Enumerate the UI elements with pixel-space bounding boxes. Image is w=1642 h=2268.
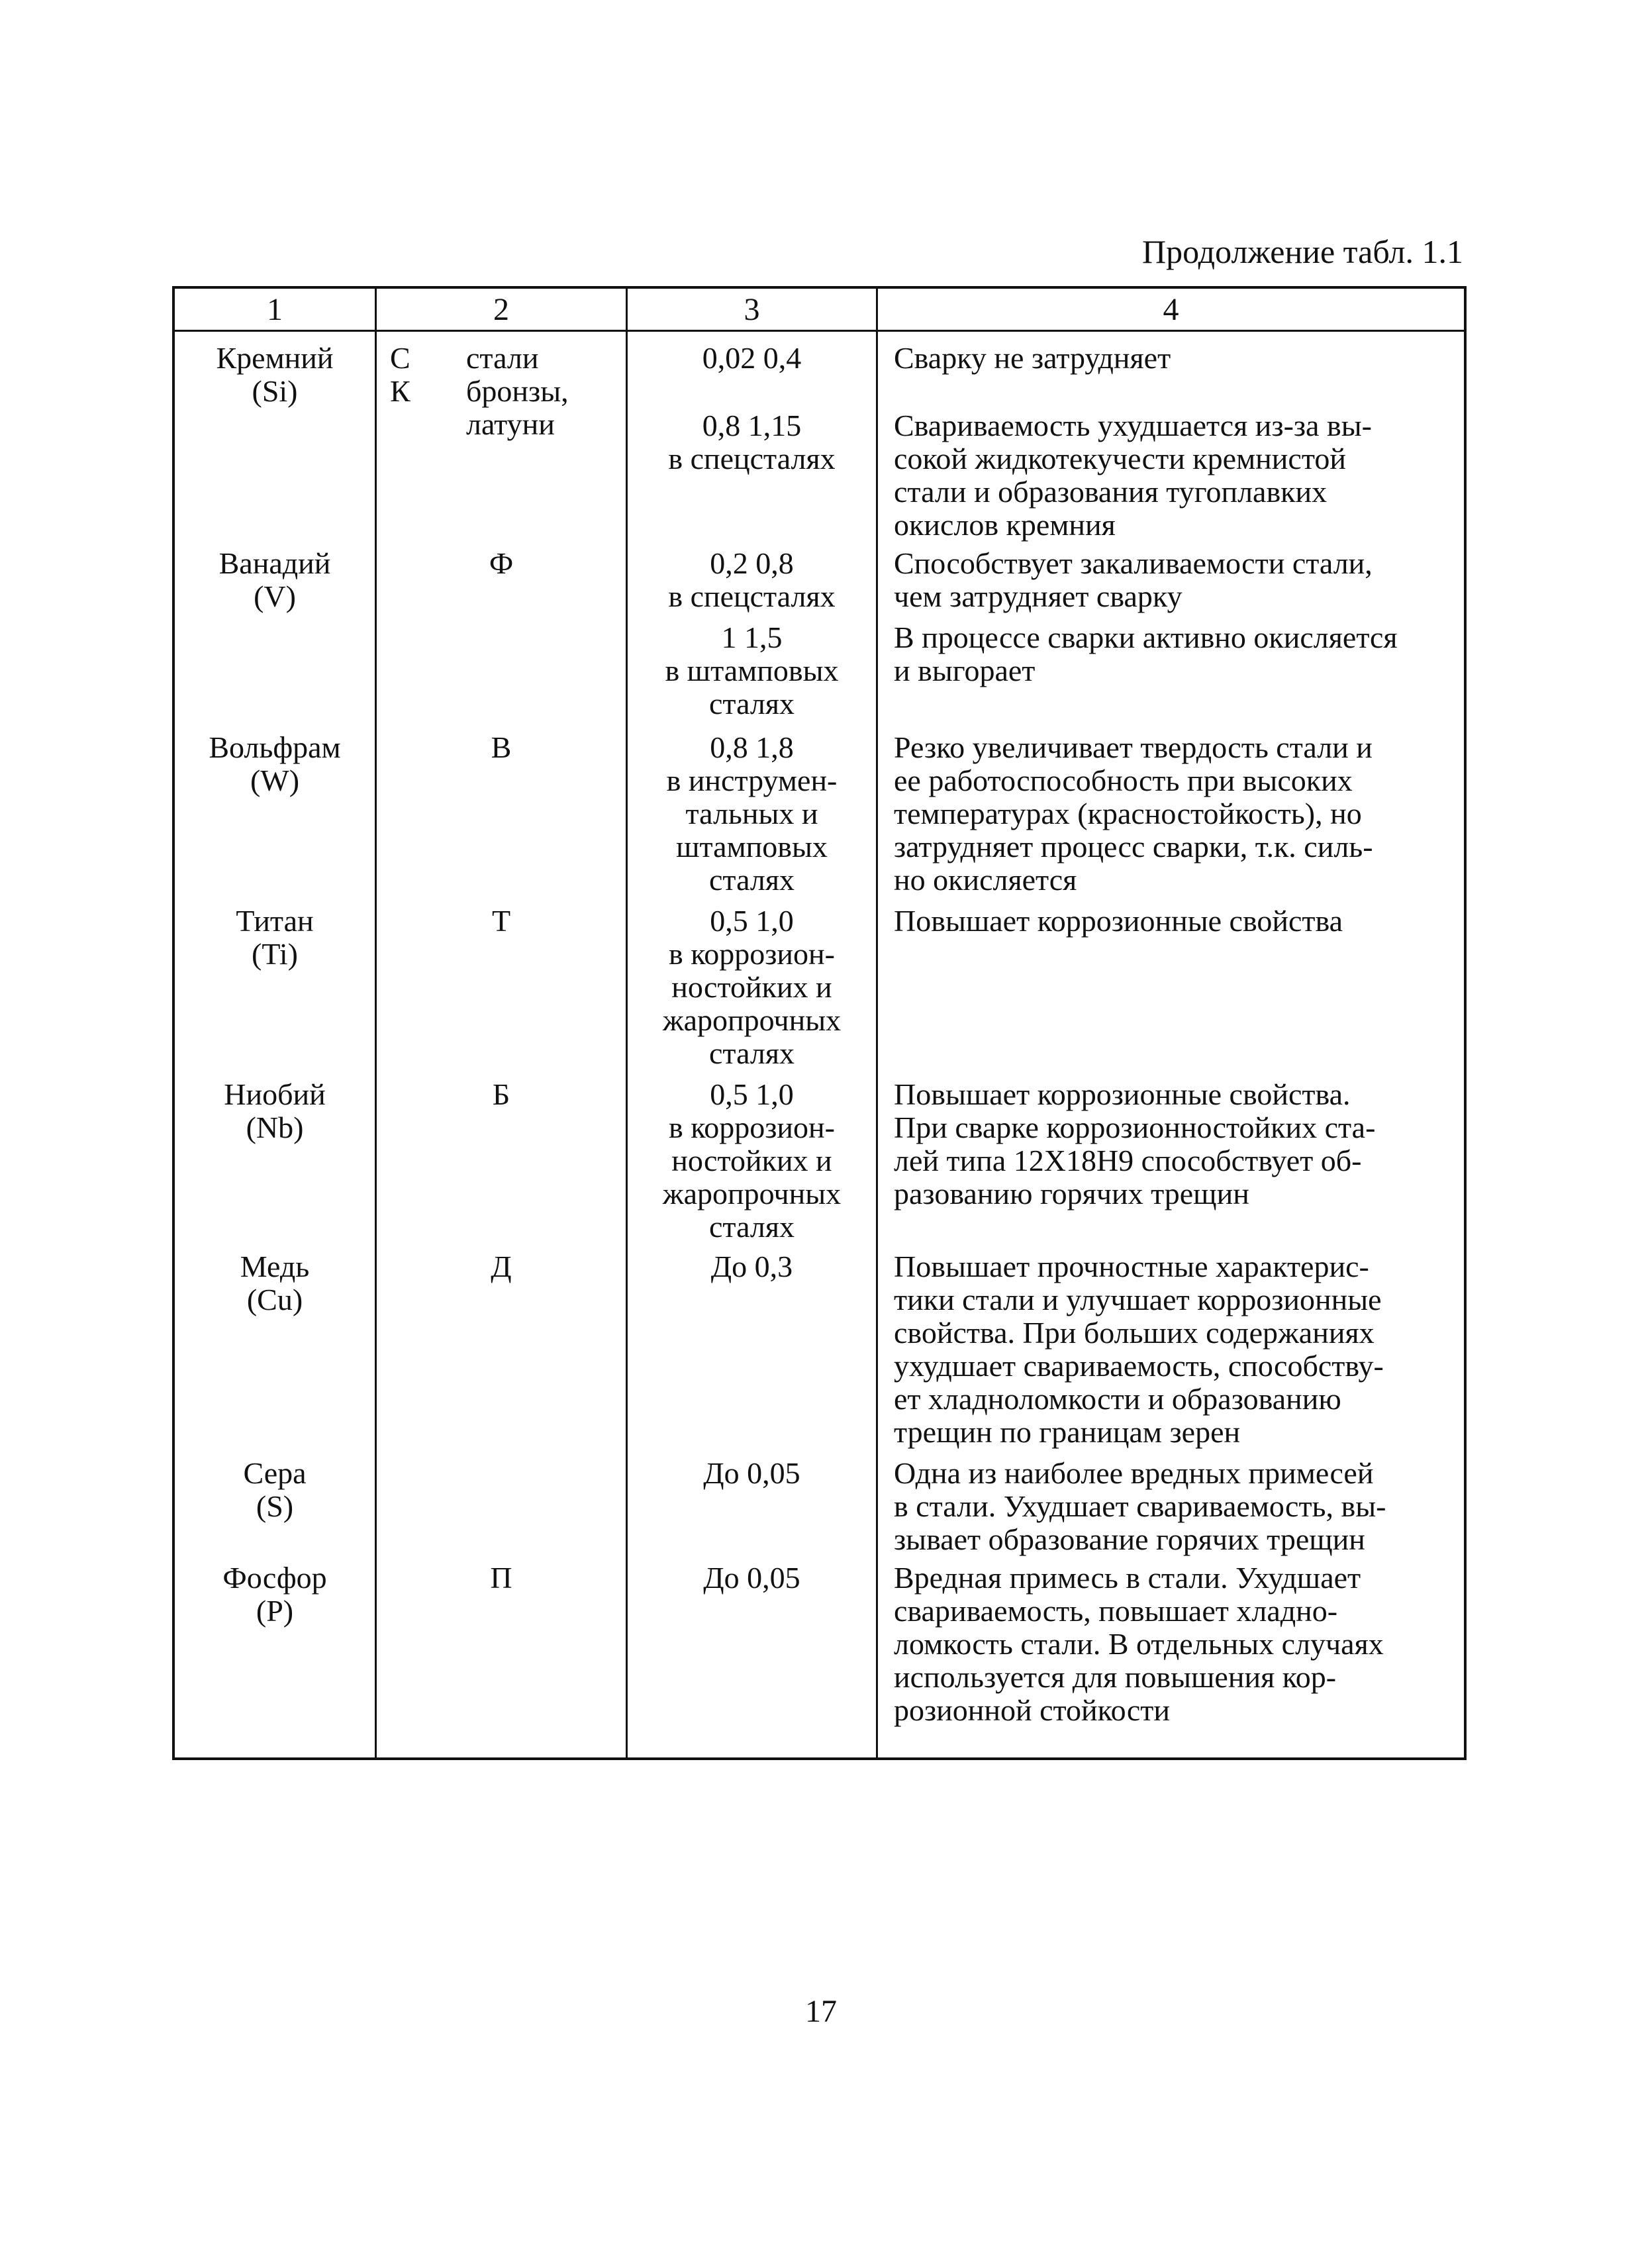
effect-cell: Сварку не затрудняет	[894, 341, 1171, 375]
element-name-cell: Ванадий (V)	[218, 546, 331, 613]
content-cell: 0,5 1,0 в коррозион- ностойких и жаропрочных сталях	[662, 904, 842, 1070]
designation-letters: С К	[390, 341, 410, 408]
designation-cell: Т	[491, 904, 511, 938]
element-name-cell: Фосфор (P)	[222, 1561, 327, 1628]
table-caption: Продолжение табл. 1.1	[1142, 233, 1463, 270]
element-name-cell: Ниобий (Nb)	[224, 1077, 326, 1144]
designation-cell: В	[491, 730, 512, 764]
effect-cell: В процессе сварки активно окисляется и выгорает	[894, 620, 1398, 687]
effect-cell: Способствует закаливаемости стали, чем затрудняет сварку	[894, 546, 1373, 613]
column-header-4: 4	[1163, 292, 1179, 327]
element-name-cell: Титан (Ti)	[236, 904, 314, 971]
designation-cell: П	[490, 1561, 512, 1595]
content-cell: До 0,05	[703, 1561, 800, 1595]
column-header-2: 2	[493, 292, 509, 327]
effect-cell: Резко увеличивает твердость стали и ее работоспособность при высоких температурах (красностойкость), но затрудняет процесс сварки, т.к. силь- но окисляется	[894, 730, 1373, 897]
element-name-cell: Кремний (Si)	[216, 341, 334, 408]
effect-cell: Повышает прочностные характерис- тики стали и улучшает коррозионные свойства. При больших содержаниях ухудшает свариваемость, способству- ет хладноломкости и образованию трещин по границам зерен	[894, 1250, 1384, 1449]
content-cell: 0,8 1,15 в спецсталях	[668, 409, 836, 475]
designation-cell: Ф	[489, 546, 514, 580]
element-name-cell: Сера (S)	[243, 1456, 307, 1523]
content-cell: 0,2 0,8 в спецсталях	[668, 546, 836, 613]
alloying-elements-table	[172, 286, 1467, 1760]
content-cell: До 0,3	[710, 1250, 793, 1283]
designation-cell: Д	[491, 1250, 512, 1283]
effect-cell: Повышает коррозионные свойства	[894, 904, 1343, 938]
element-name-cell: Вольфрам (W)	[209, 730, 341, 797]
element-name-cell: Медь (Cu)	[240, 1250, 310, 1316]
effect-cell: Вредная примесь в стали. Ухудшает свариваемость, повышает хладно- ломкость стали. В отдельных случаях используется для повышения кор- розионной стойкости	[894, 1561, 1384, 1727]
header-divider	[175, 330, 1464, 332]
column-header-1: 1	[267, 292, 283, 327]
effect-cell: Свариваемость ухудшается из-за вы- сокой жидкотекучести кремнистой стали и образования тугоплавких окислов кремния	[894, 409, 1372, 542]
column-divider	[375, 289, 377, 1757]
designation-cell: Б	[492, 1077, 510, 1111]
page-number: 17	[805, 1994, 837, 2029]
content-cell: 0,02 0,4	[702, 341, 802, 375]
content-cell: 0,5 1,0 в коррозион- ностойких и жаропрочных сталях	[662, 1077, 842, 1244]
content-cell: До 0,05	[703, 1456, 800, 1490]
content-cell: 0,8 1,8 в инструмен- тальных и штамповых сталях	[666, 730, 838, 897]
effect-cell: Повышает коррозионные свойства. При сварке коррозионностойких ста- лей типа 12Х18Н9 способствует об- разованию горячих трещин	[894, 1077, 1376, 1210]
effect-cell: Одна из наиболее вредных примесей в стали. Ухудшает свариваемость, вы- зывает образование горячих трещин	[894, 1456, 1386, 1556]
content-cell: 1 1,5 в штамповых сталях	[665, 620, 839, 720]
designation-materials: стали бронзы, латуни	[466, 341, 569, 441]
column-header-3: 3	[744, 292, 760, 327]
